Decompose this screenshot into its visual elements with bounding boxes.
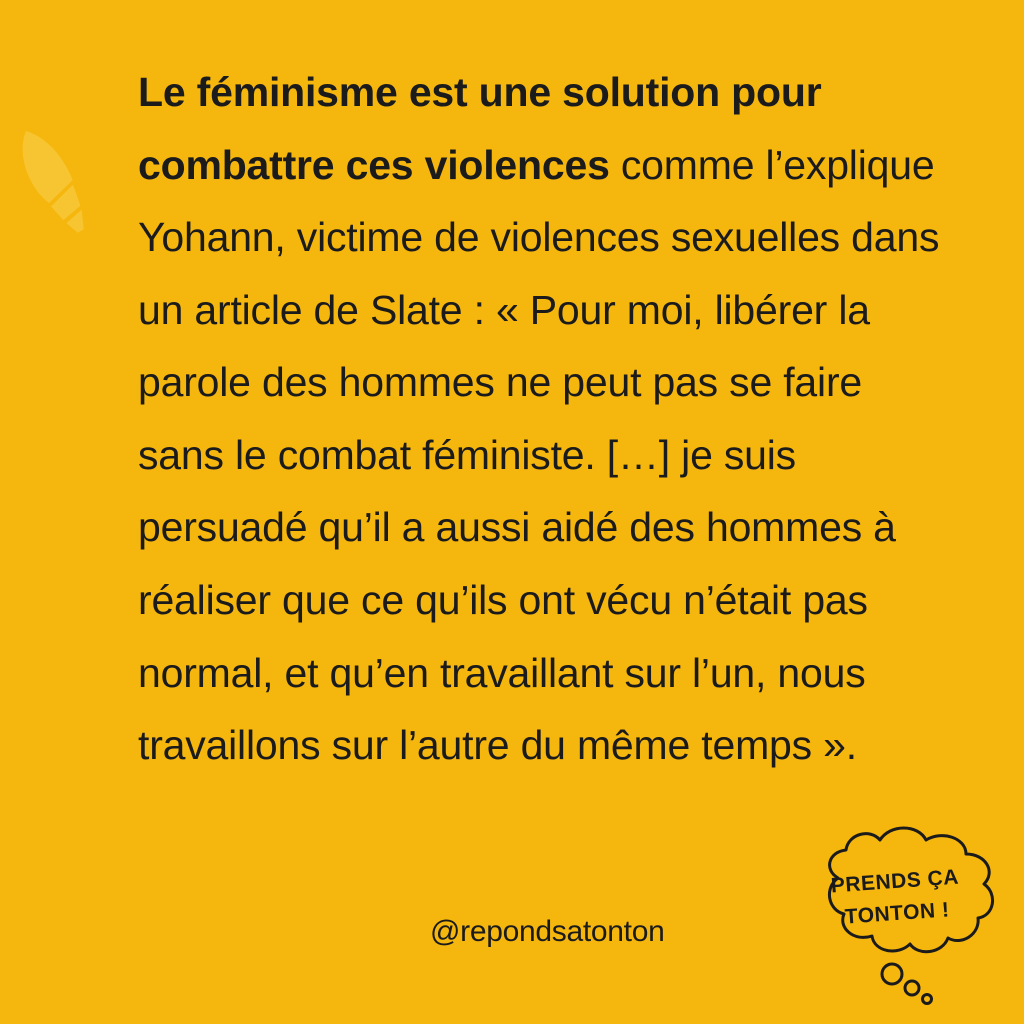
quote-block xyxy=(138,56,948,782)
quote-lead: Le féminisme est une solution pour combattre ces violences xyxy=(138,69,822,188)
speech-bubble xyxy=(806,814,1016,1014)
author-handle: @repondsatonton xyxy=(430,915,665,948)
bubble-line-2: TONTON ! xyxy=(844,897,951,929)
bubble-line-1: PRENDS ÇA xyxy=(830,865,960,898)
quote-rest: comme l’explique Yohann, victime de violences sexuelles dans un article de Slate : « Pour moi, libérer la parole des hommes ne peut pas se faire sans le combat féministe. […] je suis persuadé qu’il a aussi aidé des hommes à réaliser que ce qu’ils ont vécu n’était pas normal, et qu’en travaillant sur l’un, nous travaillons sur l’autre du même temps ». xyxy=(138,141,940,769)
pencil-icon xyxy=(0,106,122,255)
bubble-text xyxy=(804,860,988,935)
quote-paragraph xyxy=(138,56,948,782)
